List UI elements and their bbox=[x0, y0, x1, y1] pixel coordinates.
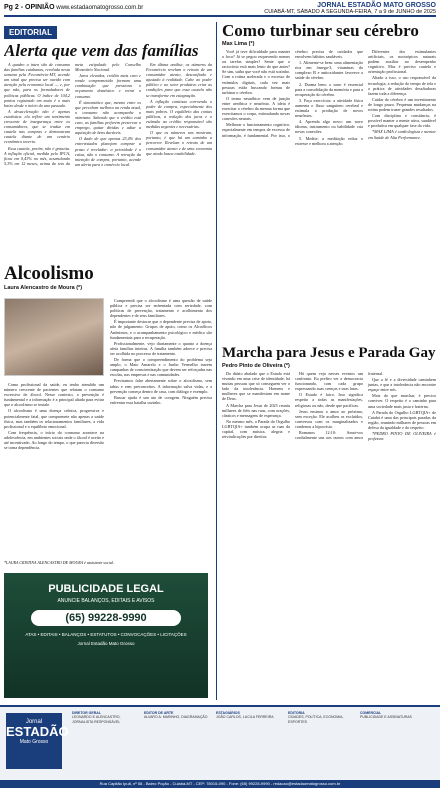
cerebro-byline: Max Lima (*) bbox=[222, 41, 255, 47]
footer-col-body: JOÃO CARLOS, LUCILA FERREIRA bbox=[216, 715, 274, 720]
footer-col-head: EDITORIA bbox=[288, 711, 305, 715]
paragraph: Que a fé e a diversidade caminhem juntas, e que a intolerância não encontre espaço entre nós. bbox=[368, 377, 436, 393]
paragraph: O que os números nos mostram, portanto, é que há um caminho a percorrer. Revelam o retrato de um consumidor atento e de uma economia que ainda busca estabilidade. bbox=[146, 130, 212, 156]
ad-phone[interactable]: (65) 99228-9990 bbox=[31, 610, 181, 626]
footer-col-head: ESTAGIÁRIOS bbox=[216, 711, 240, 715]
alcoolismo-byline: Laura Alencastro de Moura (*) bbox=[4, 285, 83, 291]
signature: *MAX LIMA é cardiologista e mentor em Saúde de Alta Performance. bbox=[368, 129, 436, 140]
editorial-tag: EDITORIAL bbox=[4, 26, 57, 39]
paragraph: 5. Medite: a meditação reduz o estresse e melhora a atenção. bbox=[295, 135, 363, 146]
paragraph: Precisamos falar abertamente sobre o alcoolismo, sem tabus e sem preconceitos. A informação salva vidas, e a prevenção começa dentro de casa, com diálogo e exemplo. bbox=[110, 378, 212, 394]
logo-top: Jornal bbox=[25, 719, 43, 725]
paragraph: Essa cautela, porém, não é gratuita. A inflação oficial, medida pelo IPCA, ficou em 0,43% no mês, acumulando 5,3% em 12 meses, acima do teto da meta estipulado pelo Conselho Monetário Nacional. bbox=[4, 62, 141, 166]
paragraph: 1. Alimente-se bem: uma alimentação rica em ômega-3, vitaminas do complexo B e antioxidantes favorece a saúde do cérebro. bbox=[295, 60, 363, 81]
paper-name: JORNAL ESTADÃO MATO GROSSO bbox=[317, 2, 436, 9]
alcoolismo-signature: *LAURA CRISTINA ALENCASTRO DE MOURA é assistente social. bbox=[4, 560, 114, 565]
footer-col-body: CIDADES, POLÍTICA, ECONOMIA, ESPORTES bbox=[288, 715, 344, 724]
paragraph: O termo neuróbico vem de junção entre aeróbica e neurônio. A ideia é exercitar o cérebro da mesma forma que exercitamos o corpo, estimulando novas conexões neurais. bbox=[222, 95, 290, 122]
editorial-article bbox=[4, 22, 212, 260]
footer-col-body: LEONARDO E ALENCASTRO, JORNALISTA RESPONSÁVEL bbox=[72, 715, 121, 724]
footer-address: Rua Capitão Ipuã, nº 58 - Bairro Poção - Cuiabá-MT - CEP: 78015-090 - Fone: (65) 99228-9990 - redacao@estadaomatogrosso.com.br bbox=[0, 780, 440, 788]
ad-title: PUBLICIDADE LEGAL bbox=[48, 583, 164, 595]
logo-mid: ESTADÃO bbox=[6, 724, 69, 739]
paragraph: Juros elevados, crédito mais caro e renda comprometida formam uma combinação que pressiona o orçamento doméstico e retrai o consumo. bbox=[75, 73, 141, 99]
paragraph: Há quem veja nesses eventos um confronto. Eu prefiro ver a democracia funcionando, com cada grupo expressando suas crenças e suas lutas. bbox=[295, 371, 363, 392]
ad-services: ATAS • EDITAIS • BALANÇOS • ESTATUTOS • CONVOCAÇÕES • LICITAÇÕES bbox=[25, 632, 187, 637]
section-label: Pg 2 - OPINIÃO bbox=[4, 4, 55, 11]
editorial-title: Alerta que vem das famílias bbox=[4, 41, 199, 60]
masthead-footer bbox=[0, 705, 440, 788]
paragraph: A inflação continua corroendo o poder de compra, especialmente dos mais pobres. O equilíbrio das contas públicas, a redução dos juros e o estímulo ao crédito responsável são medidas urgentes e necessárias. bbox=[146, 98, 212, 130]
paragraph: O Estado é laico. Isso significa respeito a todas as manifestações, religiosas ou não, desde que pacíficas. bbox=[295, 392, 363, 408]
signature: *PEDRO PINTO DE OLIVEIRA é professor. bbox=[368, 431, 436, 442]
paragraph: 3. Faça exercícios: a atividade física aumenta o fluxo sanguíneo cerebral e estimula a produção de novos neurônios. bbox=[295, 97, 363, 119]
paper-logo bbox=[6, 713, 69, 769]
cerebro-article bbox=[222, 22, 436, 340]
paragraph: A Parada do Orgulho LGBTQIA+ de Cuiabá é uma das principais paradas da região, reunindo milhares de pessoas em defesa da igualdade e do respeito. bbox=[368, 409, 436, 430]
footer-col-body: PUBLICIDADE E ASSINATURAS bbox=[360, 715, 412, 720]
footer-col-2 bbox=[144, 711, 212, 720]
paragraph: A quadro a inten são de consumo das famílias cuiabanas, revelada nesta semana pela Fecomércio-MT, acende um sinal que precisa ser ouvido com atenção pela economia local — e, por que não, para os formuladores de políticas públicas. O índice de 104,2 pontos registrado em maio é o mais baixo desde o início do ano passado. bbox=[4, 62, 70, 108]
paragraph: Com disciplina e constância, é possível manter a mente ativa, saudável e produtiva em qualquer fase da vida. bbox=[368, 113, 436, 129]
marcha-article bbox=[222, 346, 436, 700]
paragraph: Aliado a isso, o uso responsável da tecnologia, a redução do tempo de tela e a prática de atividades desafiadoras fazem toda a diferença. bbox=[368, 75, 436, 96]
paragraph: A desaceleração não é apenas estatística: ela reflete um sentimento crescente de insegurança entre os consumidores, que se traduz em cautela nas compras e demonstram cautela diante de um cenário econômico incerto. bbox=[4, 108, 70, 145]
alcoolismo-body-left bbox=[4, 382, 104, 567]
paragraph: De forma que o compreendimento do problema seja amplo, o Maio Amarelo e o Junho Vermelho trazem campanhas de conscientização que devem ser reforçadas nas escolas, nas empresas e nas comunidades. bbox=[110, 357, 212, 378]
paragraph: Compreendi que o alcoolismo é uma questão de saúde pública e precisa ser enfrentada com seriedade, com políticas de prevenção, tratamento e acolhimento dos dependentes e de seus familiares. bbox=[110, 298, 212, 319]
footer-col-5 bbox=[360, 711, 432, 720]
paragraph: Buscar ajuda é um ato de coragem. Ninguém precisa enfrentar essa batalha sozinho. bbox=[110, 394, 212, 405]
paragraph: No mesmo mês, a Parada do Orgulho LGBTQIA+ também ocupa as ruas da capital, com música, alegria e reivindicações por direitos. bbox=[222, 418, 290, 440]
marcha-title: Marcha para Jesus e Parada Gay bbox=[222, 346, 436, 361]
paragraph: É importante destacar que o dependente precisa de apoio, não de julgamento. Grupos de apoio, como os Alcoólicos Anônimos, e o acompanhamento psicológico e médico são fundamentais para a recuperação. bbox=[110, 319, 212, 340]
marcha-body bbox=[222, 371, 436, 700]
paragraph: Diferentes dos estimulantes artificiais, os nootrópicos naturais podem auxiliar no desempenho cognitivo. Mas é preciso cautela e orientação profissional. bbox=[368, 49, 436, 75]
alcoolismo-title: Alcoolismo bbox=[4, 264, 94, 284]
column-divider bbox=[216, 22, 217, 700]
page-header bbox=[4, 3, 436, 17]
paragraph: Em última análise, os números da Fecomércio revelam o retrato de um consumidor atento, desconfiado e ajustado à realidade. Cabe ao poder público e ao setor produtivo criar as condições para que essa cautela não se transforme em estagnação. bbox=[146, 62, 212, 98]
paragraph: Você já teve dificuldade para manter o foco? Já se pegou esquecendo nomes ou tarefas simples? Sente que o raciocínio está mais lento do que antes? Se sim, saiba que você não está sozinho. Com a rotina acelerada e o excesso de estímulos digitais, cada vez mais pessoas estão buscando formas de turbinar o cérebro. bbox=[222, 49, 290, 95]
paragraph: O alcoolismo é uma doença crônica, progressiva e potencialmente fatal, que compromete não apenas a saúde física, mas também os relacionamentos familiares, a vida profissional e o equilíbrio emocional. bbox=[4, 408, 104, 429]
cerebro-title: Como turbinar seu cérebro bbox=[222, 22, 419, 40]
paragraph: Romanos 12:10: Amai-vos cordialmente uns aos outros com amor fraternal. bbox=[295, 371, 384, 441]
paragraph: 2. Durma bem: o sono é essencial para a consolidação da memória e para a recuperação do cérebro. bbox=[295, 81, 364, 97]
paragraph: Como profissional da saúde, eu tenho atendido um número crescente de pacientes que relatam o consumo excessivo de álcool. Nesse contexto, a prevenção é fundamental e a informação é a principal aliada para evitar que o alcoolismo se instale. bbox=[4, 382, 104, 408]
paragraph: Do diário abalado que o Estado está vivendo em uma crise de identidade, há muitas pessoas que só conseguem ver o lado da intolerância. Homens e mulheres que se manifestam em nome de Deus. bbox=[222, 371, 290, 402]
footer-col-head: DIRETOR GERAL bbox=[72, 711, 101, 715]
footer-col-4 bbox=[288, 711, 356, 724]
alcoolismo-article bbox=[4, 264, 212, 569]
logo-bot: Mato Grosso bbox=[19, 739, 49, 745]
ad-subtitle: ANUNCIE BALANÇOS, EDITAIS E AVISOS bbox=[57, 598, 155, 604]
paragraph: Melhorar o funcionamento cognitivo, especialmente em tempos de excesso de informação, é fundamental. Por isso, o cérebro precisa de cuidados que envolvem hábitos saudáveis. bbox=[222, 49, 363, 138]
legal-ad[interactable] bbox=[4, 573, 208, 698]
paragraph: Profissionalmente, vejo diariamente o quanto a doença afeta famílias inteiras. A família também adoece e precisa ser acolhida no processo de tratamento. bbox=[110, 340, 212, 356]
footer-col-body: ALVARO A. MARINHO, DIAGRAMAÇÃO bbox=[144, 715, 208, 720]
editorial-body bbox=[4, 62, 212, 260]
paragraph: 4. Aprenda algo novo: um novo idioma, instrumento ou habilidade cria novas conexões. bbox=[295, 119, 363, 135]
paragraph: É sintomático que, mesmo entre os que percebem melhora na renda atual, o consumo não acompanhe o otimismo. Sabendo que o crédito está caro, as famílias preferem preservar o emprego, quitar dívidas e adiar a aquisição de bens duráveis. bbox=[75, 99, 141, 136]
paragraph: Cuidar do cérebro é um investimento de longo prazo. Pequenas mudanças na rotina podem trazer grandes resultados. bbox=[368, 96, 436, 113]
footer-col-head: COMERCIAL bbox=[360, 711, 382, 715]
alcoolismo-body-right bbox=[110, 298, 212, 568]
paragraph: Mais do que marchar, é preciso conviver. O respeito é o caminho para uma sociedade mais justa e fraterna. bbox=[368, 393, 436, 409]
site-url[interactable]: www.estadaomatogrosso.com.br bbox=[56, 5, 144, 11]
footer-col-3 bbox=[216, 711, 284, 720]
cerebro-body bbox=[222, 49, 436, 339]
footer-col-1 bbox=[72, 711, 140, 724]
marcha-byline: Pedro Pinto de Oliveira (*) bbox=[222, 363, 290, 369]
author-photo bbox=[4, 298, 104, 376]
paragraph: O dado de que apenas 23,4% dos entrevistados planejam comprar a prazo é revelador: a prioridade é o caixa, não o consumo. A retração da intenção de compra, portanto, acende um alerta para o comércio local. bbox=[75, 136, 141, 167]
paragraph: Com frequência, o início do consumo acontece na adolescência, em ambientes sociais onde o álcool é aceito e até incentivado. Ao longo do tempo, o que parecia diversão se torna dependência. bbox=[4, 429, 104, 451]
date-line: CUIABÁ-MT, SÁBADO A SEGUNDA-FEIRA, 7 a 9 de JUNHO de 2025 bbox=[264, 9, 436, 15]
ad-cta: Jornal Estadão Mato Grosso bbox=[77, 641, 135, 646]
paragraph: A Marcha para Jesus de 2025 reuniu milhares de fiéis nas ruas, com orações, cânticos e mensagens de esperança. bbox=[222, 402, 290, 418]
paragraph: Jesus ensinou o amor ao próximo, sem exceção. Ele acolheu os excluídos, conversou com os marginalizados e condenou a hipocrisia. bbox=[295, 408, 363, 429]
footer-col-head: EDITOR DE ARTE bbox=[144, 711, 174, 715]
